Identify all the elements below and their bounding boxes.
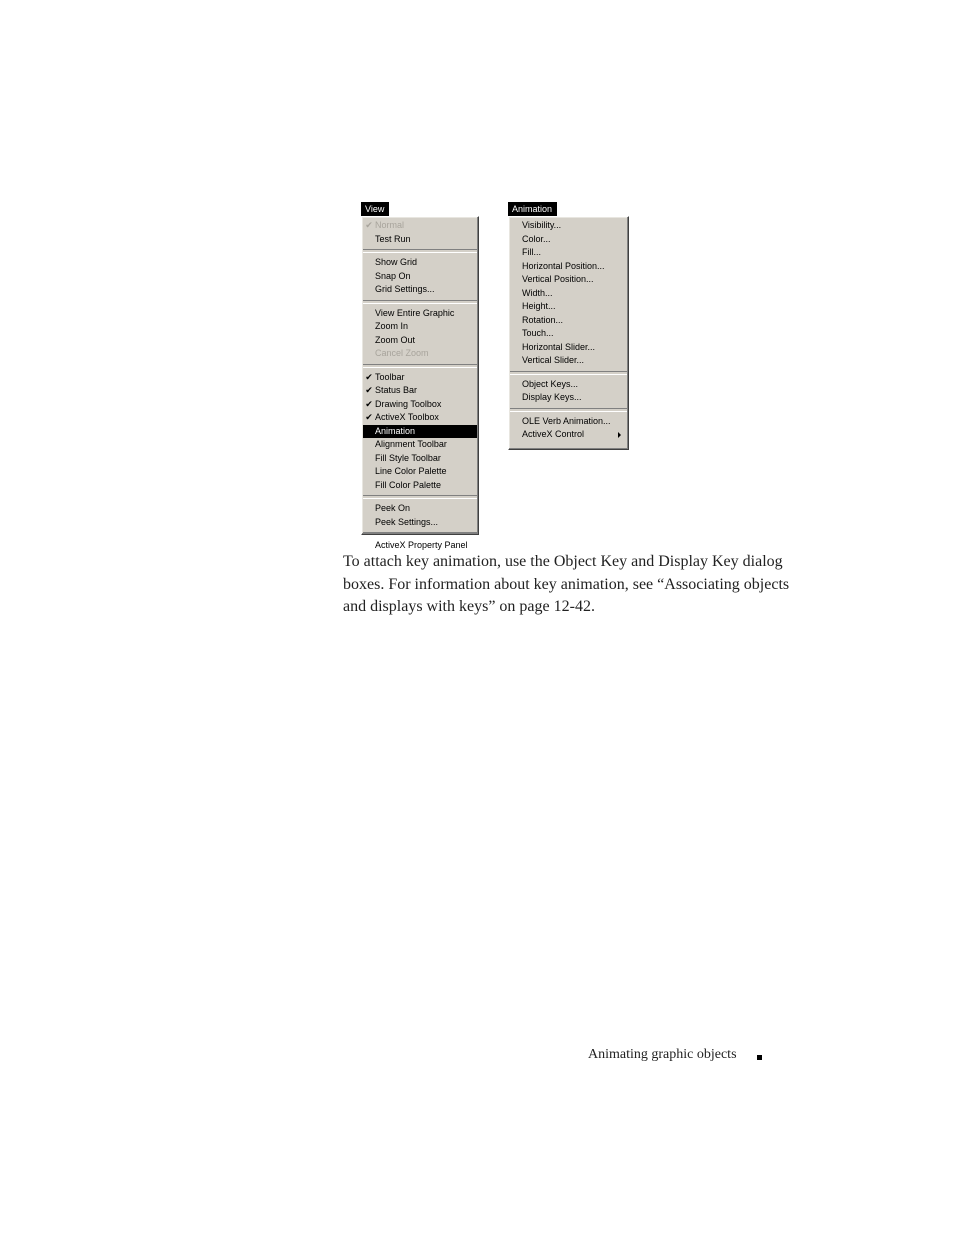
- menu-item-label: Horizontal Slider...: [522, 341, 596, 352]
- view-item-toolbar[interactable]: [363, 371, 477, 385]
- submenu-arrow-icon: [618, 432, 621, 438]
- menu-item-label: Width...: [522, 287, 553, 298]
- menu-item-label: Fill...: [522, 247, 541, 257]
- view-menu-panel: [361, 216, 479, 550]
- menu-item-label: Grid Settings...: [375, 284, 435, 294]
- menu-item-label: Horizontal Position...: [522, 260, 605, 271]
- menu-separator: [363, 495, 477, 499]
- menu-item-label: Zoom In: [375, 321, 409, 331]
- menu-item-label: Fill Color Palette: [375, 479, 442, 490]
- animation-item-visibility[interactable]: [510, 219, 627, 233]
- view-item-cancel-zoom: [363, 347, 477, 361]
- animation-item-object-keys[interactable]: [510, 378, 627, 392]
- menu-item-label: Zoom Out: [375, 334, 416, 345]
- view-item-zoom-out[interactable]: [363, 334, 477, 348]
- menu-item-label: OLE Verb Animation...: [522, 415, 611, 426]
- checkmark-icon: ✔: [365, 371, 373, 382]
- menu-separator: [510, 371, 627, 375]
- animation-item-horizontal-slider[interactable]: [510, 341, 627, 355]
- menu-separator: [363, 249, 477, 253]
- view-item-fill-color-palette[interactable]: [363, 479, 477, 493]
- menu-item-label: Rotation...: [522, 314, 564, 325]
- animation-menu-panel: [508, 216, 629, 450]
- checkmark-icon: ✔: [365, 398, 373, 409]
- menu-item-label: ActiveX Property Panel: [375, 540, 468, 550]
- menu-item-label: Snap On: [375, 270, 411, 281]
- animation-item-rotation[interactable]: [510, 314, 627, 328]
- view-menu-title[interactable]: View: [361, 202, 389, 216]
- animation-item-ole-verb-animation[interactable]: [510, 415, 627, 429]
- menu-item-label: Peek On: [375, 503, 411, 513]
- footer-square-icon: [757, 1055, 762, 1060]
- checkmark-icon: ✔: [365, 412, 373, 422]
- menu-item-label: View Entire Graphic: [375, 307, 455, 318]
- menu-item-label: ActiveX Toolbox: [375, 412, 439, 422]
- animation-item-height[interactable]: [510, 300, 627, 314]
- animation-item-horizontal-position[interactable]: [510, 260, 627, 274]
- menu-item-label: Status Bar: [375, 385, 418, 395]
- menu-separator: [363, 364, 477, 368]
- menu-item-label: Test Run: [375, 233, 411, 244]
- menu-item-label: Display Keys...: [522, 392, 582, 402]
- animation-item-activex-control[interactable]: [510, 428, 627, 442]
- menu-item-label: Animation: [375, 425, 416, 436]
- menu-item-label: Vertical Slider...: [522, 355, 585, 365]
- animation-item-fill[interactable]: [510, 246, 627, 260]
- view-item-snap-on[interactable]: [363, 270, 477, 284]
- menu-item-label: Vertical Position...: [522, 274, 594, 284]
- menu-item-label: Drawing Toolbox: [375, 398, 442, 409]
- view-item-activex-toolbox[interactable]: [363, 411, 477, 425]
- view-item-zoom-in[interactable]: [363, 320, 477, 334]
- menu-item-label: Fill Style Toolbar: [375, 452, 441, 463]
- menu-item-label: Alignment Toolbar: [375, 439, 447, 449]
- animation-item-touch[interactable]: [510, 327, 627, 341]
- animation-menu-title[interactable]: Animation: [508, 202, 557, 216]
- view-item-status-bar[interactable]: [363, 384, 477, 398]
- view-item-line-color-palette[interactable]: [363, 465, 477, 479]
- animation-item-color[interactable]: [510, 233, 627, 247]
- view-item-peek-on[interactable]: [363, 502, 477, 516]
- animation-item-width[interactable]: [510, 287, 627, 301]
- menu-item-label: Cancel Zoom: [375, 348, 429, 358]
- menu-item-label: Show Grid: [375, 257, 418, 267]
- menu-item-label: Touch...: [522, 328, 554, 338]
- menu-item-label: Visibility...: [522, 220, 562, 230]
- menu-item-label: ActiveX Control: [522, 429, 585, 439]
- view-item-grid-settings[interactable]: [363, 283, 477, 297]
- menu-item-label: Normal: [375, 220, 405, 230]
- view-item-normal: [363, 219, 477, 233]
- animation-item-display-keys[interactable]: [510, 391, 627, 405]
- menu-separator: [510, 408, 627, 412]
- checkmark-icon: ✔: [365, 220, 373, 230]
- view-item-animation[interactable]: [363, 425, 477, 439]
- menu-separator: [363, 300, 477, 304]
- animation-item-vertical-slider[interactable]: [510, 354, 627, 368]
- menu-item-label: Object Keys...: [522, 378, 579, 389]
- animation-item-vertical-position[interactable]: [510, 273, 627, 287]
- view-item-show-grid[interactable]: [363, 256, 477, 270]
- view-item-drawing-toolbox[interactable]: [363, 398, 477, 412]
- menu-item-label: Line Color Palette: [375, 466, 447, 476]
- view-item-peek-settings[interactable]: [363, 516, 477, 530]
- body-paragraph: To attach key animation, use the Object Key and Display Key dialog boxes. For information about key animation, see “Associating objects and displays with keys” on page 12-42.: [343, 553, 790, 615]
- view-item-test-run[interactable]: [363, 233, 477, 247]
- view-item-alignment-toolbar[interactable]: [363, 438, 477, 452]
- menu-item-label: Peek Settings...: [375, 516, 439, 527]
- view-item-fill-style-toolbar[interactable]: [363, 452, 477, 466]
- view-item-view-entire-graphic[interactable]: [363, 307, 477, 321]
- checkmark-icon: ✔: [365, 385, 373, 395]
- menu-item-label: Color...: [522, 233, 551, 244]
- footer-section-title: Animating graphic objects: [588, 1047, 737, 1062]
- menu-item-label: Toolbar: [375, 371, 405, 382]
- menu-item-label: Height...: [522, 301, 556, 311]
- menu-separator: [363, 532, 477, 536]
